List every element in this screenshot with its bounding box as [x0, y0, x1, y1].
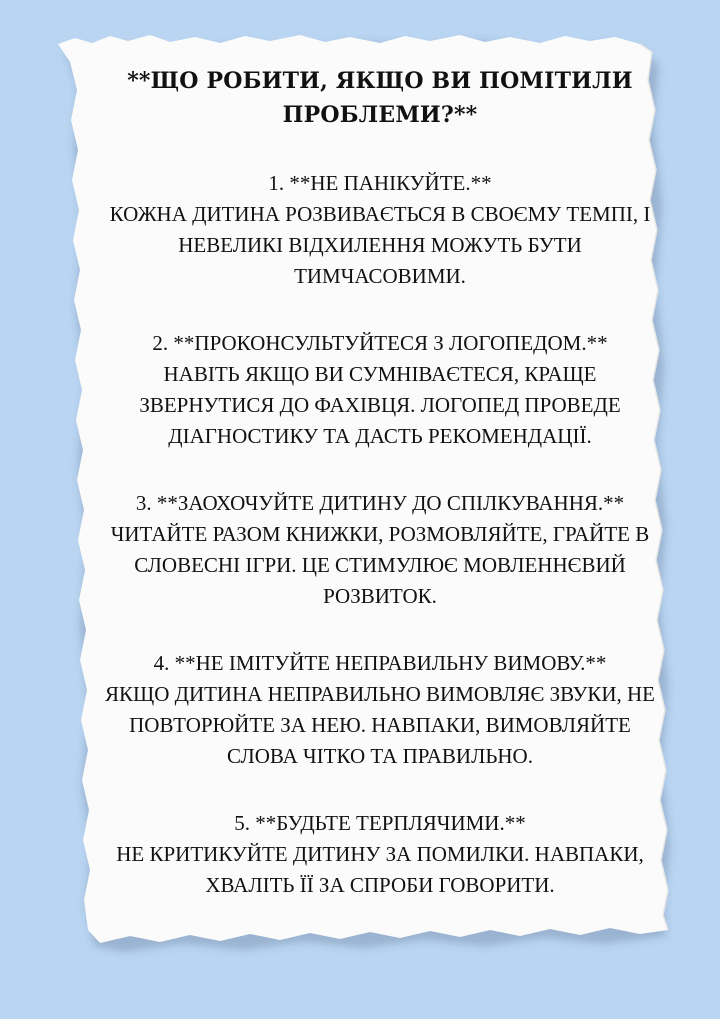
tip-body: НАВІТЬ ЯКЩО ВИ СУМНІВАЄТЕСЯ, КРАЩЕ ЗВЕРНУТИСЯ ДО ФАХІВЦЯ. ЛОГОПЕД ПРОВЕДЕ ДІАГНОСТИКУ ТА ДАСТЬ РЕКОМЕНДАЦІЇ. — [139, 362, 621, 448]
tip-heading: 5. **БУДЬТЕ ТЕРПЛЯЧИМИ.** — [234, 811, 526, 835]
title-line-1: **ЩО РОБИТИ, ЯКЩО ВИ ПОМІТИЛИ — [127, 68, 633, 94]
tip-item-5 — [95, 808, 665, 901]
tip-body: КОЖНА ДИТИНА РОЗВИВАЄТЬСЯ В СВОЄМУ ТЕМПІ, І НЕВЕЛИКІ ВІДХИЛЕННЯ МОЖУТЬ БУТИ ТИМЧАСОВИМИ. — [109, 202, 651, 288]
tip-body: ЧИТАЙТЕ РАЗОМ КНИЖКИ, РОЗМОВЛЯЙТЕ, ГРАЙТЕ В СЛОВЕСНІ ІГРИ. ЦЕ СТИМУЛЮЄ МОВЛЕННЄВИЙ РОЗВИТОК. — [110, 522, 650, 608]
tip-heading: 4. **НЕ ІМІТУЙТЕ НЕПРАВИЛЬНУ ВИМОВУ.** — [153, 651, 607, 675]
tip-heading: 3. **ЗАОХОЧУЙТЕ ДИТИНУ ДО СПІЛКУВАННЯ.** — [135, 491, 625, 515]
tip-heading: 1. **НЕ ПАНІКУЙТЕ.** — [268, 171, 492, 195]
tip-item-1 — [95, 168, 665, 292]
tip-item-3 — [95, 488, 665, 612]
tip-body: НЕ КРИТИКУЙТЕ ДИТИНУ ЗА ПОМИЛКИ. НАВПАКИ, ХВАЛІТЬ ЇЇ ЗА СПРОБИ ГОВОРИТИ. — [116, 842, 644, 897]
tip-item-2 — [95, 328, 665, 452]
document-title — [95, 64, 665, 132]
tip-body: ЯКЩО ДИТИНА НЕПРАВИЛЬНО ВИМОВЛЯЄ ЗВУКИ, НЕ ПОВТОРЮЙТЕ ЗА НЕЮ. НАВПАКИ, ВИМОВЛЯЙТЕ СЛОВА ЧІТКО ТА ПРАВИЛЬНО. — [105, 682, 655, 768]
document-content — [95, 64, 665, 937]
tip-heading: 2. **ПРОКОНСУЛЬТУЙТЕСЯ З ЛОГОПЕДОМ.** — [152, 331, 608, 355]
title-line-2: ПРОБЛЕМИ?** — [282, 102, 478, 128]
tip-item-4 — [95, 648, 665, 772]
